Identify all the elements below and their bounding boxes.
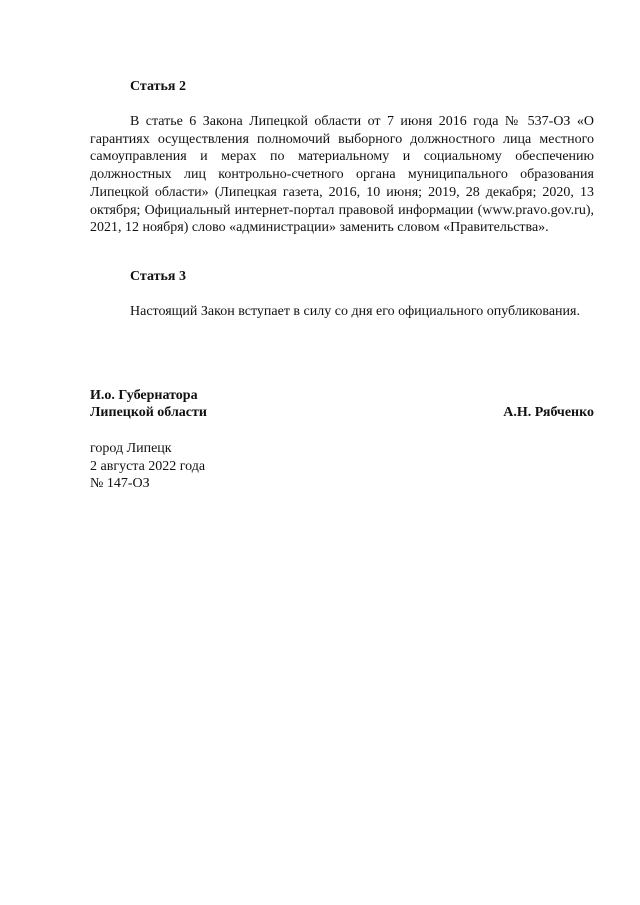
- article-2-text: В статье 6 Закона Липецкой области от 7 июня 2016 года № 537-ОЗ «О гарантиях осуществления полномочий выборного должностного лица местного самоуправления и мерах по материальному и социальному обеспечению должностных лиц контрольно-счетного органа муниципального образования Липецкой области» (Липецкая газета, 2016, 10 июня; 2019, 28 декабря; 2020, 13 октября; Официальный интернет-портал правовой информации (www.pravo.gov.ru), 2021, 12 ноября) слово «администрации» заменить словом «Правительства».: [90, 114, 594, 236]
- article-2-heading: Статья 2: [130, 79, 186, 94]
- law-footer: [90, 440, 205, 493]
- signatory-title-line-2: Липецкой области: [90, 405, 207, 420]
- footer-law-number: № 147-ОЗ: [90, 476, 150, 491]
- signatory-name: А.Н. Рябченко: [503, 405, 594, 420]
- signatory-title-line-1: И.о. Губернатора: [90, 388, 198, 403]
- footer-city: город Липецк: [90, 441, 172, 456]
- article-3-text: Настоящий Закон вступает в силу со дня его официального опубликования.: [130, 304, 580, 319]
- article-3-heading: Статья 3: [130, 269, 186, 284]
- footer-date: 2 августа 2022 года: [90, 458, 206, 474]
- signature-row: [90, 404, 594, 421]
- signature-block: [90, 387, 594, 421]
